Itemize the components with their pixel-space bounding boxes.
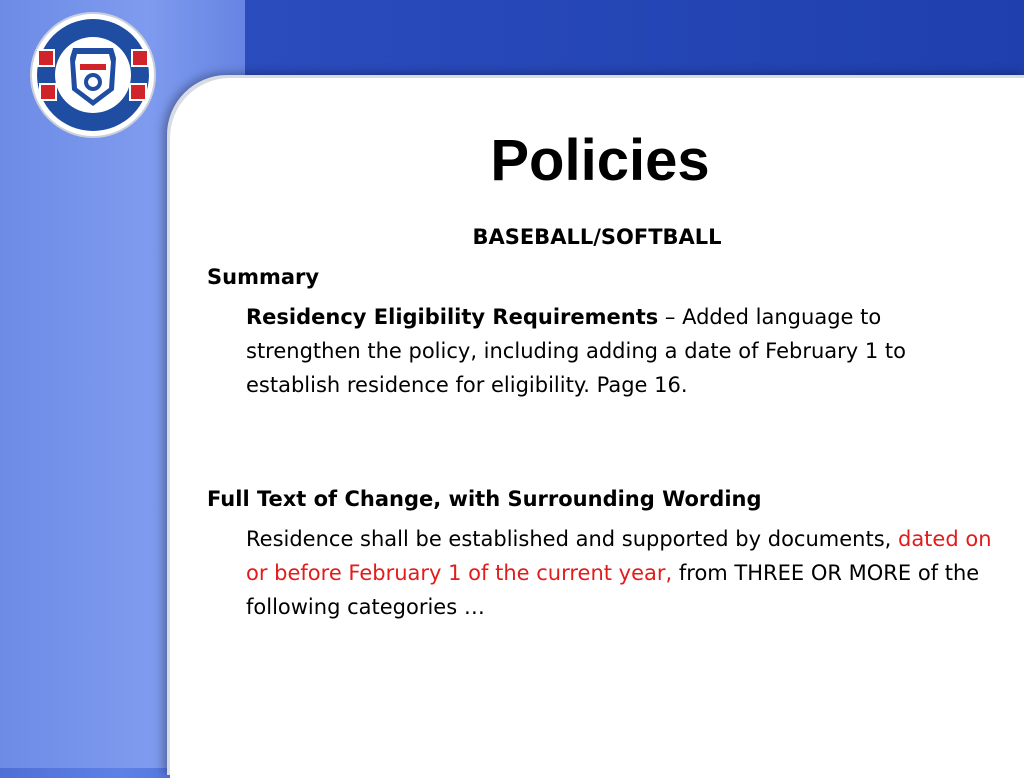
slide-subtitle: BASEBALL/SOFTBALL (472, 225, 722, 249)
fulltext-heading: Full Text of Change, with Surrounding Wording (207, 487, 762, 511)
fulltext-part2: from THREE OR MORE of the following categories … (246, 561, 980, 619)
fulltext-paragraph (246, 522, 997, 624)
fulltext-red-text: dated on or before February 1 of the current year, (246, 527, 992, 585)
little-league-logo (28, 10, 158, 140)
summary-bold-label: Residency Eligibility Requirements (246, 305, 659, 329)
fulltext-part1: Residence shall be established and supported by documents, (246, 527, 898, 551)
summary-paragraph (246, 300, 997, 402)
slide-title: Policies (490, 128, 710, 193)
summary-text: – Added language to strengthen the policy, including adding a date of February 1 to establish residence for eligibility. Page 16. (246, 305, 906, 397)
summary-heading: Summary (207, 265, 320, 289)
top-band (245, 0, 1024, 78)
slide-body (207, 220, 997, 624)
